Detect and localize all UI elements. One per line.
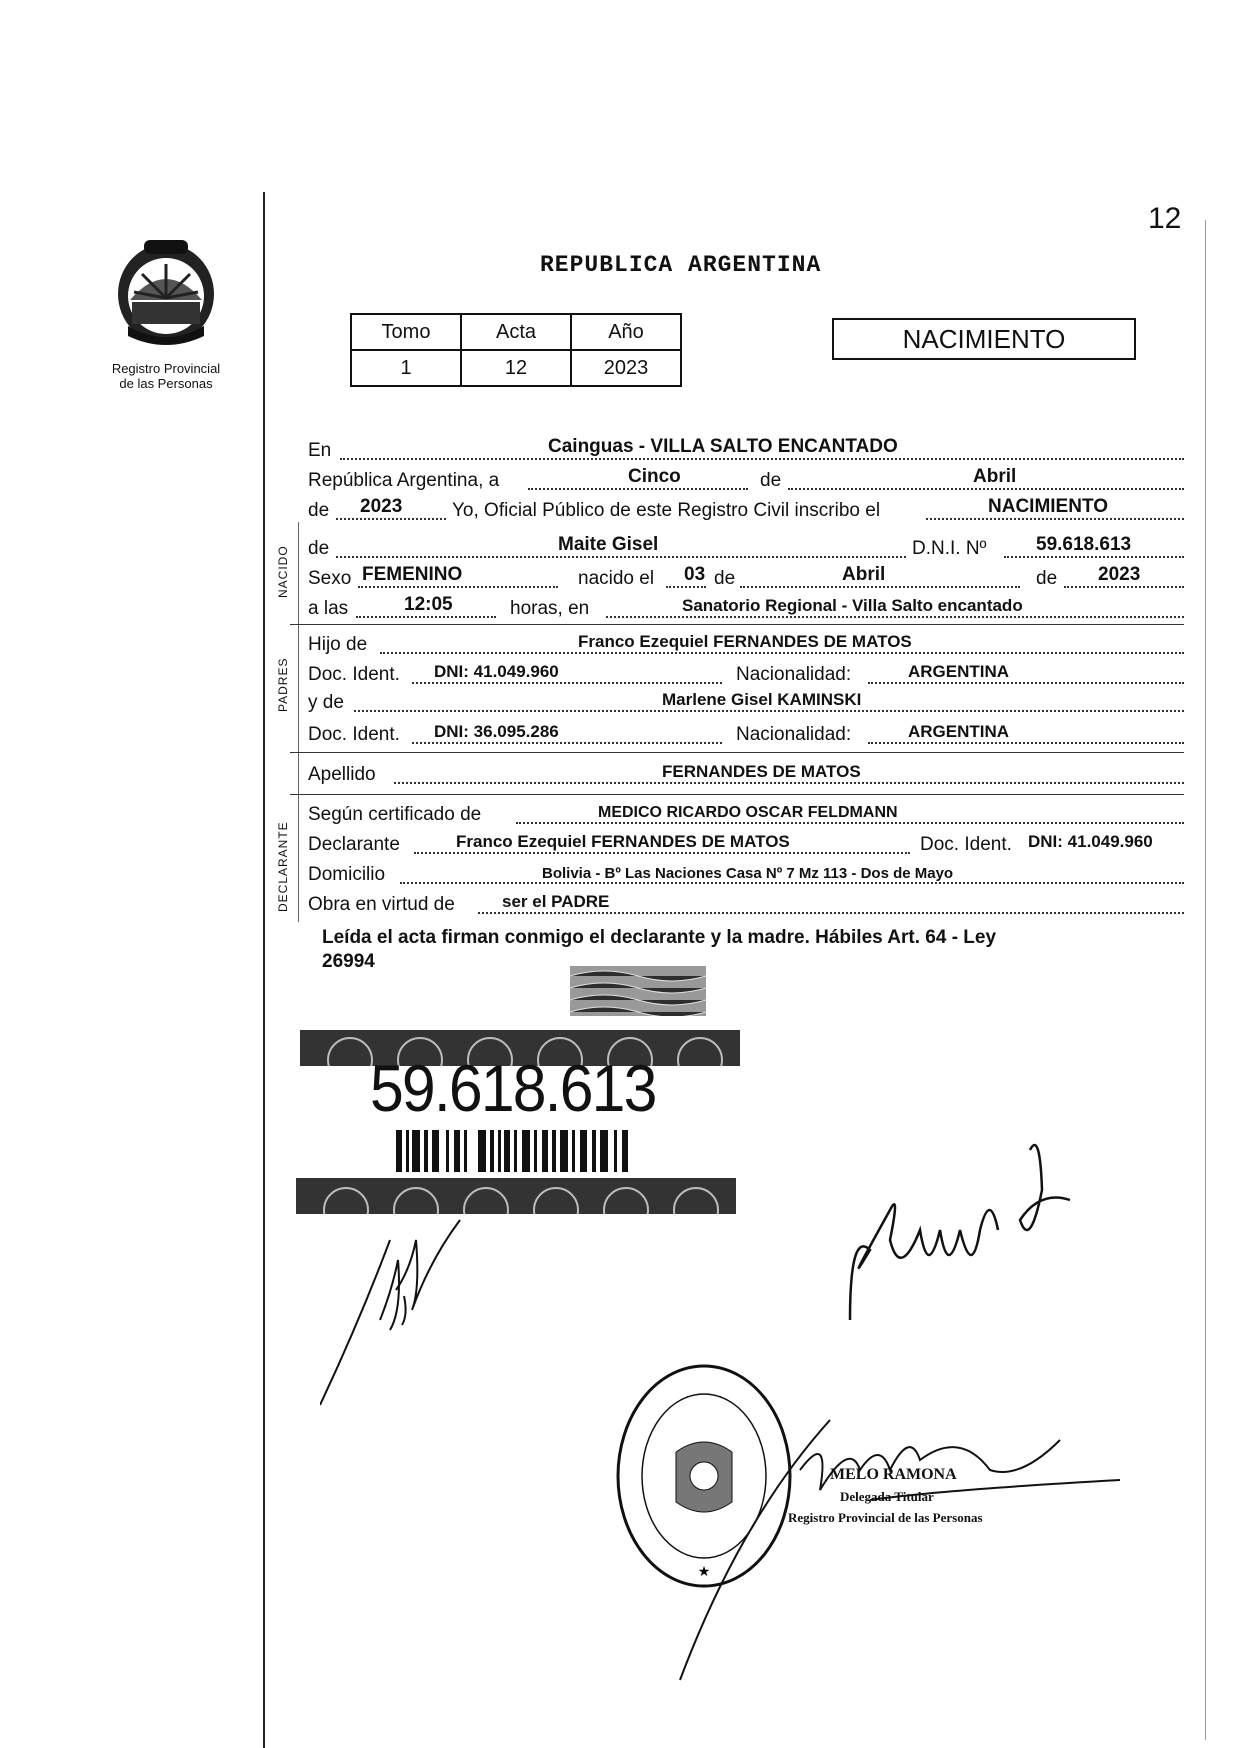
- value-lugar: Cainguas - VILLA SALTO ENCANTADO: [548, 436, 898, 457]
- declarant-signature-icon: [320, 1200, 480, 1410]
- value-sexo: FEMENINO: [362, 564, 463, 585]
- value-anio: 2023: [571, 350, 681, 386]
- closing-note-line1: Leída el acta firman conmigo el declarante y la madre. Hábiles Art. 64 - Ley: [322, 927, 997, 948]
- label-declarante: Declarante: [308, 834, 400, 855]
- label-domicilio: Domicilio: [308, 864, 386, 885]
- page-number: 12: [1148, 202, 1182, 235]
- value-certificado: MEDICO RICARDO OSCAR FELDMANN: [598, 804, 898, 821]
- act-type-box: NACIMIENTO: [832, 318, 1136, 360]
- logo-caption-line1: Registro Provincial: [111, 361, 221, 376]
- registry-round-seal-icon: [614, 1362, 794, 1590]
- value-dni: 59.618.613: [1036, 534, 1132, 555]
- value-declarante: Franco Ezequiel FERNANDES DE MATOS: [456, 832, 790, 851]
- section-label-nacido: NACIDO: [276, 545, 290, 598]
- value-hora: 12:05: [404, 594, 453, 615]
- label-en: En: [308, 440, 332, 461]
- header-anio: Año: [571, 314, 681, 350]
- label-nacionalidad-1: Nacionalidad:: [736, 664, 852, 685]
- label-nacido-el: nacido el: [578, 568, 655, 589]
- row-madre-doc: [308, 720, 1184, 748]
- value-nombre: Maite Gisel: [558, 534, 659, 555]
- value-declarante-doc: DNI: 41.049.960: [1028, 832, 1153, 851]
- official-signature-icon: [830, 1130, 1090, 1330]
- svg-text:★: ★: [697, 1565, 711, 1580]
- row-virtud: [308, 890, 1184, 918]
- label-republica: República Argentina, a: [308, 470, 500, 491]
- row-declarante: [308, 830, 1184, 858]
- row-fecha-inscripcion: [308, 466, 1184, 494]
- value-acta: 12: [461, 350, 571, 386]
- label-dni: D.N.I. Nº: [912, 538, 987, 559]
- label-sexo: Sexo: [308, 568, 352, 589]
- label-de-nombre: de: [308, 538, 330, 559]
- value-padre-doc: DNI: 41.049.960: [434, 662, 559, 681]
- value-dia-inscripcion: Cinco: [628, 466, 681, 487]
- label-obra: Obra en virtud de: [308, 894, 455, 915]
- closing-note-line2: 26994: [322, 951, 375, 972]
- label-doc-ident-2: Doc. Ident.: [308, 724, 400, 745]
- value-tipo: NACIMIENTO: [988, 496, 1108, 517]
- value-madre-nac: ARGENTINA: [908, 722, 1010, 741]
- official-role: Delegada Titular: [840, 1489, 934, 1504]
- barcode-icon: [396, 1130, 636, 1172]
- value-tomo: 1: [351, 350, 461, 386]
- row-sexo: [308, 564, 1184, 592]
- value-domicilio: Bolivia - Bº Las Naciones Casa Nº 7 Mz 113 - Dos de Mayo: [542, 865, 954, 882]
- label-doc-ident-3: Doc. Ident.: [920, 834, 1012, 855]
- row-padre: [308, 630, 1184, 658]
- value-apellido: FERNANDES DE MATOS: [662, 762, 861, 781]
- label-hijo-de: Hijo de: [308, 634, 368, 655]
- row-madre: [308, 688, 1184, 716]
- value-padre: Franco Ezequiel FERNANDES DE MATOS: [578, 632, 912, 651]
- label-horas-en: horas, en: [510, 598, 590, 619]
- logo-caption-line2: de las Personas: [119, 376, 213, 391]
- label-segun: Según certificado de: [308, 804, 482, 825]
- closing-note: [322, 926, 1182, 974]
- section-divider-line: [298, 522, 299, 922]
- label-de-mes-nac: de: [714, 568, 736, 589]
- header-acta: Acta: [461, 314, 571, 350]
- security-seal-icon: [570, 966, 706, 1016]
- label-oficial: Yo, Oficial Público de este Registro Civil inscribo el: [452, 500, 881, 521]
- label-doc-ident-1: Doc. Ident.: [308, 664, 400, 685]
- act-reference-table: [350, 313, 682, 387]
- row-domicilio: [308, 860, 1184, 888]
- label-nacionalidad-2: Nacionalidad:: [736, 724, 852, 745]
- row-nombre: [308, 534, 1184, 562]
- label-y-de: y de: [308, 692, 344, 713]
- section-label-declarante: DECLARANTE: [276, 821, 290, 912]
- value-mes-inscripcion: Abril: [973, 466, 1017, 487]
- section-label-padres: PADRES: [276, 657, 290, 712]
- label-apellido: Apellido: [308, 764, 376, 785]
- value-madre-doc: DNI: 36.095.286: [434, 722, 559, 741]
- label-de-anio: de: [308, 500, 330, 521]
- value-lugar-nac: Sanatorio Regional - Villa Salto encantado: [682, 596, 1023, 615]
- official-organization: Registro Provincial de las Personas: [788, 1510, 983, 1525]
- provincial-registry-logo: [104, 238, 228, 391]
- value-virtud: ser el PADRE: [502, 892, 610, 911]
- label-a-las: a las: [308, 598, 349, 619]
- right-margin-line: [1205, 220, 1206, 1740]
- misiones-shield-icon: [108, 238, 224, 350]
- row-apellido: [308, 760, 1184, 788]
- row-padre-doc: [308, 660, 1184, 688]
- row-lugar: [308, 436, 1184, 464]
- logo-caption: [104, 361, 228, 391]
- row-certificado: [308, 800, 1184, 828]
- header-tomo: Tomo: [351, 314, 461, 350]
- official-name: MELO RAMONA: [830, 1466, 957, 1483]
- value-anio-nac: 2023: [1098, 564, 1141, 585]
- label-de-mes: de: [760, 470, 782, 491]
- value-anio-inscripcion: 2023: [360, 496, 403, 517]
- value-madre: Marlene Gisel KAMINSKI: [662, 690, 862, 709]
- document-title: REPUBLICA ARGENTINA: [540, 252, 822, 278]
- id-sticker-dni: 59.618.613: [370, 1051, 656, 1125]
- value-dia-nac: 03: [684, 564, 706, 585]
- left-margin-line: [263, 192, 265, 1748]
- row-oficial: [308, 496, 1184, 524]
- value-mes-nac: Abril: [842, 564, 886, 585]
- value-padre-nac: ARGENTINA: [908, 662, 1010, 681]
- row-hora-lugar: [308, 594, 1184, 622]
- label-de-anio-nac: de: [1036, 568, 1058, 589]
